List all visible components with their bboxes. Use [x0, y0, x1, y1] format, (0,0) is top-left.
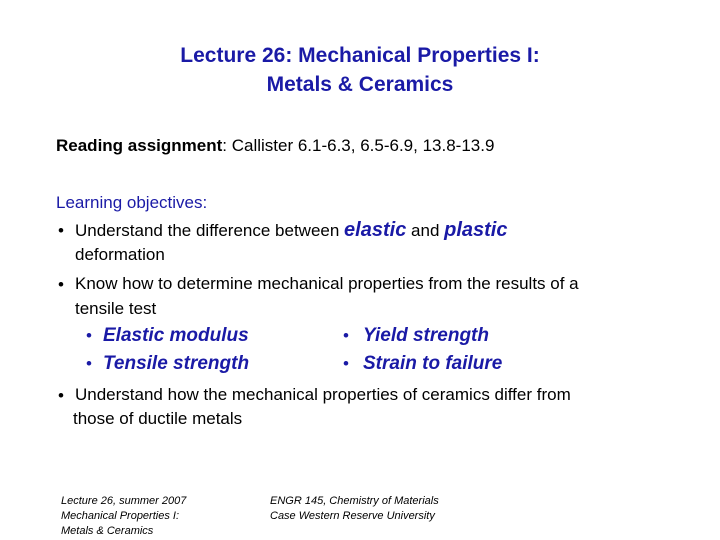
sub-item-yield-strength: Yield strength [363, 325, 489, 346]
plastic-term: plastic [444, 219, 508, 241]
objective-1-line-2: deformation [75, 245, 165, 264]
reading-label: Reading assignment [56, 136, 223, 155]
bullet-2: • [58, 275, 64, 294]
sub-item-strain-to-failure: Strain to failure [363, 353, 503, 374]
footer-left [61, 494, 186, 539]
objectives-heading: Learning objectives: [56, 193, 208, 212]
footer-left-line-2: Mechanical Properties I: [61, 510, 179, 522]
sub-item-elastic-modulus: Elastic modulus [103, 325, 249, 346]
objective-1-and: and [406, 221, 445, 240]
objective-3-line-1: Understand how the mechanical properties of ceramics differ from [75, 385, 571, 404]
footer-left-line-1: Lecture 26, summer 2007 [61, 495, 187, 507]
objective-3-line-2: those of ductile metals [73, 409, 243, 428]
bullet-3: • [58, 386, 64, 405]
footer-right-line-2: Case Western Reserve University [270, 510, 435, 522]
sub-bullet-2: • [343, 326, 349, 345]
footer-right-line-1: ENGR 145, Chemistry of Materials [270, 495, 439, 507]
slide-title [0, 41, 720, 99]
objective-item-1 [75, 219, 507, 242]
sub-bullet-1: • [86, 326, 92, 345]
footer-left-line-3: Metals & Ceramics [61, 525, 154, 537]
objective-1-text: Understand the difference between [75, 221, 345, 240]
elastic-term: elastic [344, 219, 407, 241]
sub-bullet-3: • [86, 354, 92, 373]
objective-2-line-1: Know how to determine mechanical properties from the results of a [75, 274, 579, 293]
sub-bullet-4: • [343, 354, 349, 373]
footer-right [270, 494, 439, 524]
objective-2-line-2: tensile test [75, 299, 157, 318]
bullet-1: • [58, 221, 64, 240]
sub-item-tensile-strength: Tensile strength [103, 353, 250, 374]
reading-text: : Callister 6.1-6.3, 6.5-6.9, 13.8-13.9 [222, 136, 495, 155]
reading-assignment [56, 135, 494, 157]
title-line-2: Metals & Ceramics [266, 73, 454, 96]
title-line-1: Lecture 26: Mechanical Properties I: [180, 44, 540, 67]
